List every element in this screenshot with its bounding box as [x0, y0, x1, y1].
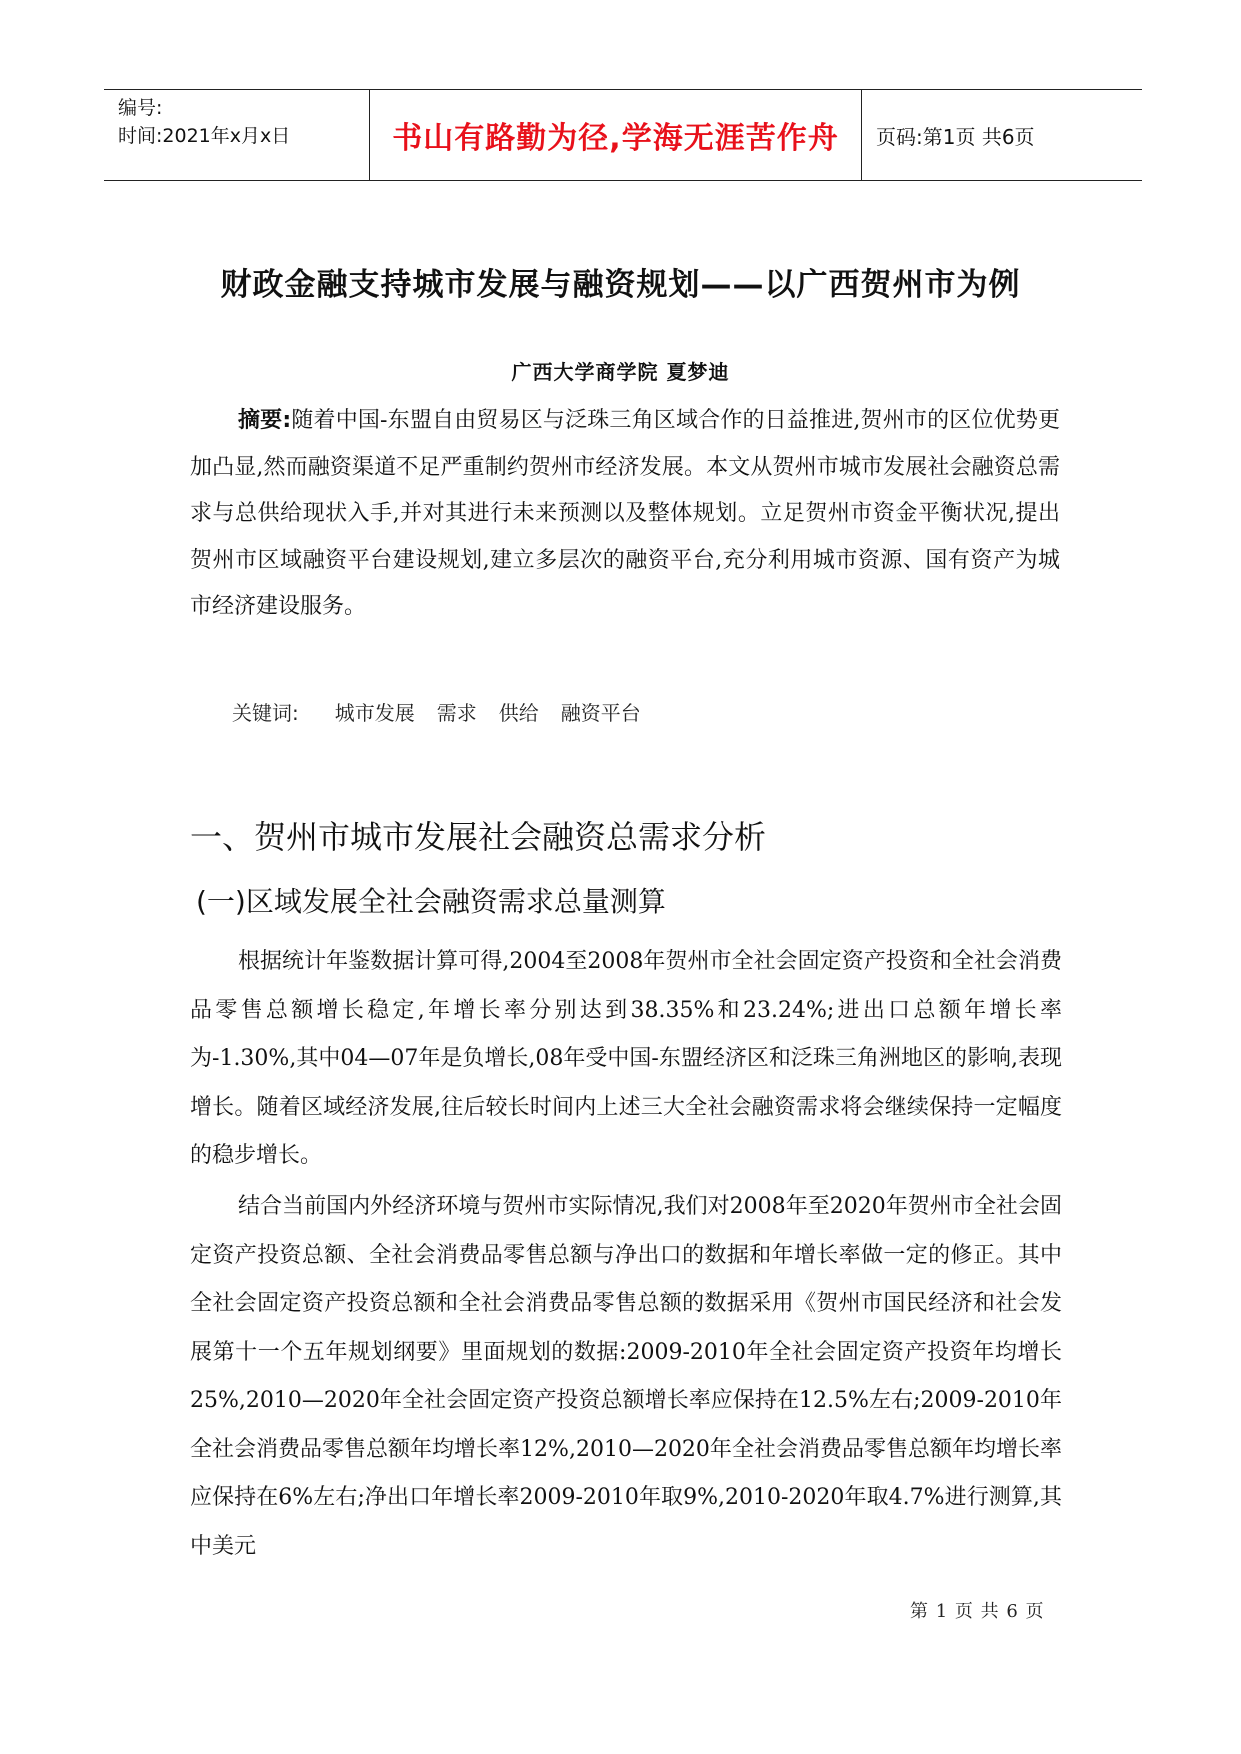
header-motto-cell	[370, 90, 862, 180]
header-motto: 书山有路勤为径,学海无涯苦作舟	[392, 121, 839, 156]
header-meta-cell	[104, 90, 370, 180]
paragraph-text: 根据统计年鉴数据计算可得,2004至2008年贺州市全社会固定资产投资和全社会消费品零售总额增长稳定,年增长率分别达到38.35%和23.24%;进出口总额年增长率为-1.30%,其中04—07年是负增长,08年受中国-东盟经济区和泛珠三角洲地区的影响,表现增长。随着区域经济发展,往后较长时间内上述三大全社会融资需求将会继续保持一定幅度的稳步增长。	[190, 949, 1062, 1168]
paragraph-text: 结合当前国内外经济环境与贺州市实际情况,我们对2008年至2020年贺州市全社会固定资产投资总额、全社会消费品零售总额与净出口的数据和年增长率做一定的修正。其中全社会固定资产投资总额和全社会消费品零售总额的数据采用《贺州市国民经济和社会发展第十一个五年规划纲要》里面规划的数据:2009-2010年全社会固定资产投资年均增长25%,2010—2020年全社会固定资产投资总额增长率应保持在12.5%左右;2009-2010年全社会消费品零售总额年均增长率12%,2010—2020年全社会消费品零售总额年均增长率应保持在6%左右;净出口年增长率2009-2010年取9%,2010-2020年取4.7%进行测算,其中美元	[190, 1194, 1062, 1559]
keyword-item: 城市发展	[334, 701, 415, 725]
header-number-label: 编号:	[118, 97, 163, 119]
body-paragraph-2	[190, 1183, 1062, 1571]
keyword-item: 需求	[436, 701, 477, 725]
keywords-label: 关键词:	[232, 701, 299, 725]
header-time-label: 时间:2021年x月x日	[118, 125, 291, 147]
keywords	[232, 697, 663, 726]
abstract-text: 随着中国-东盟自由贸易区与泛珠三角区域合作的日益推进,贺州市的区位优势更加凸显,然而融资渠道不足严重制约贺州市经济发展。本文从贺州市城市发展社会融资总需求与总供给现状入手,并对其进行未来预测以及整体规划。立足贺州市资金平衡状况,提出贺州市区域融资平台建设规划,建立多层次的融资平台,充分利用城市资源、国有资产为城市经济建设服务。	[190, 408, 1060, 619]
document-author: 广西大学商学院 夏梦迪	[511, 360, 730, 384]
header-table	[104, 89, 1142, 181]
subsection-heading: (一)区域发展全社会融资需求总量测算	[196, 885, 666, 918]
section-heading: 一、贺州市城市发展社会融资总需求分析	[190, 818, 767, 856]
header-page-info: 页码:第1页 共6页	[876, 124, 1035, 149]
abstract	[190, 398, 1060, 631]
header-page-cell	[862, 90, 1142, 180]
keyword-item: 供给	[498, 701, 539, 725]
document-title: 财政金融支持城市发展与融资规划——以广西贺州市为例	[220, 267, 1021, 303]
keyword-item: 融资平台	[560, 701, 641, 725]
body-paragraph-1	[190, 938, 1062, 1181]
page-footer: 第 1 页 共 6 页	[910, 1601, 1045, 1622]
abstract-label: 摘要:	[238, 408, 292, 433]
